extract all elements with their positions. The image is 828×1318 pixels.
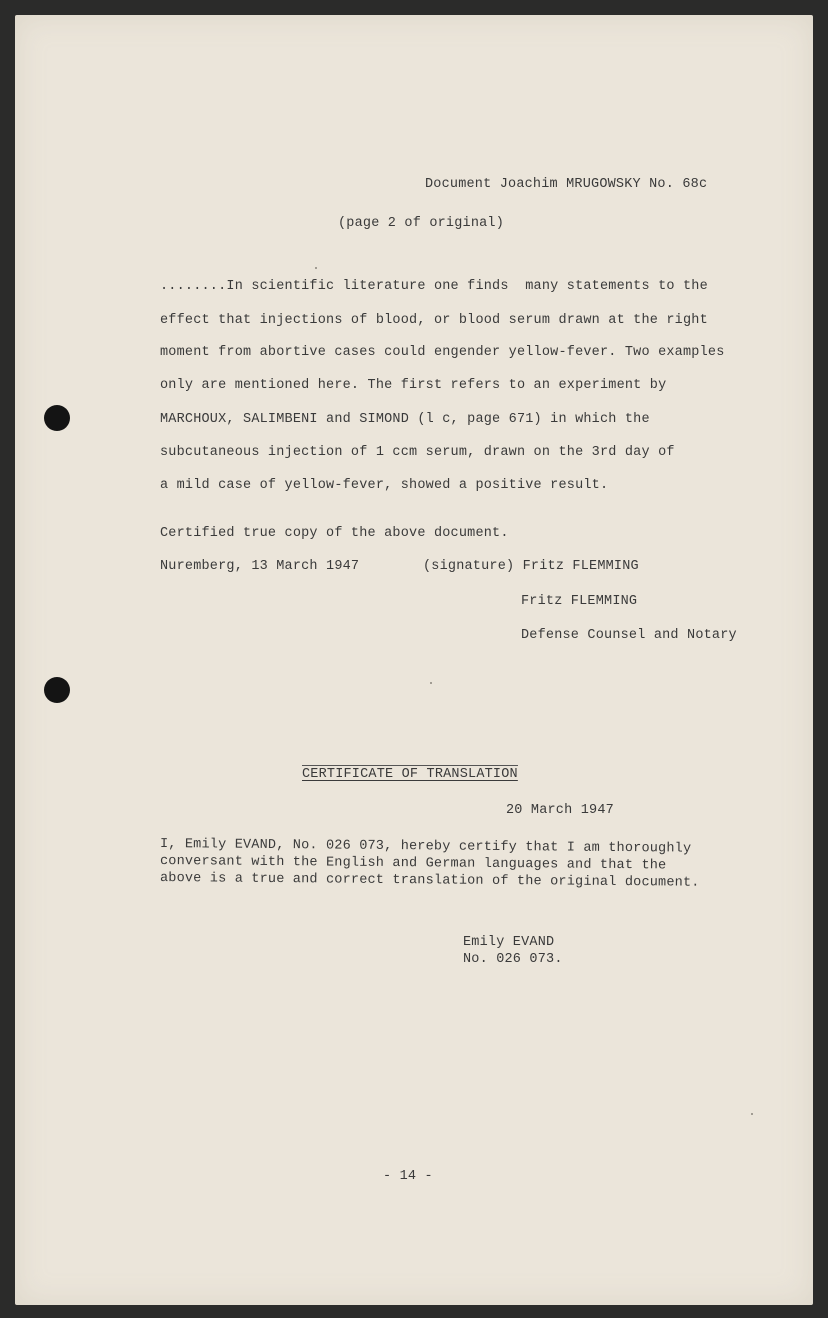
punch-hole	[44, 677, 70, 703]
translation-date: 20 March 1947	[506, 803, 614, 818]
translation-line: I, Emily EVAND, No. 026 073, hereby certify that I am thoroughly	[159, 837, 692, 857]
page-note: (page 2 of original)	[338, 216, 505, 231]
translator-number: No. 026 073.	[463, 952, 563, 967]
body-line: subcutaneous injection of 1 ccm serum, drawn on the 3rd day of	[160, 445, 675, 460]
body-line: MARCHOUX, SALIMBENI and SIMOND (l c, page 671) in which the	[160, 412, 650, 427]
translator-name: Emily EVAND	[463, 935, 555, 950]
place-date: Nuremberg, 13 March 1947	[160, 559, 360, 574]
translation-line: conversant with the English and German languages and that the	[159, 854, 667, 874]
certified-statement: Certified true copy of the above document.	[160, 526, 509, 541]
body-line: effect that injections of blood, or blood serum drawn at the right	[160, 313, 708, 328]
body-line: moment from abortive cases could engender yellow-fever. Two examples	[160, 345, 725, 360]
signer-role: Defense Counsel and Notary	[521, 628, 737, 643]
translation-certificate-title: CERTIFICATE OF TRANSLATION	[302, 767, 518, 782]
page-number: - 14 -	[383, 1169, 433, 1184]
signer-name: Fritz FLEMMING	[521, 594, 638, 609]
punch-hole	[44, 405, 70, 431]
paper-speck	[315, 267, 317, 269]
document-reference: Document Joachim MRUGOWSKY No. 68c	[425, 177, 708, 192]
body-line: only are mentioned here. The first refers to an experiment by	[160, 378, 667, 393]
paper-speck	[751, 1113, 753, 1115]
paper-speck	[430, 682, 432, 684]
body-line: a mild case of yellow-fever, showed a positive result.	[160, 478, 609, 493]
document-page	[15, 15, 813, 1305]
signature-line: (signature) Fritz FLEMMING	[423, 559, 639, 574]
translation-line: above is a true and correct translation of the original document.	[159, 871, 700, 891]
body-line: ........In scientific literature one finds many statements to the	[160, 279, 708, 294]
